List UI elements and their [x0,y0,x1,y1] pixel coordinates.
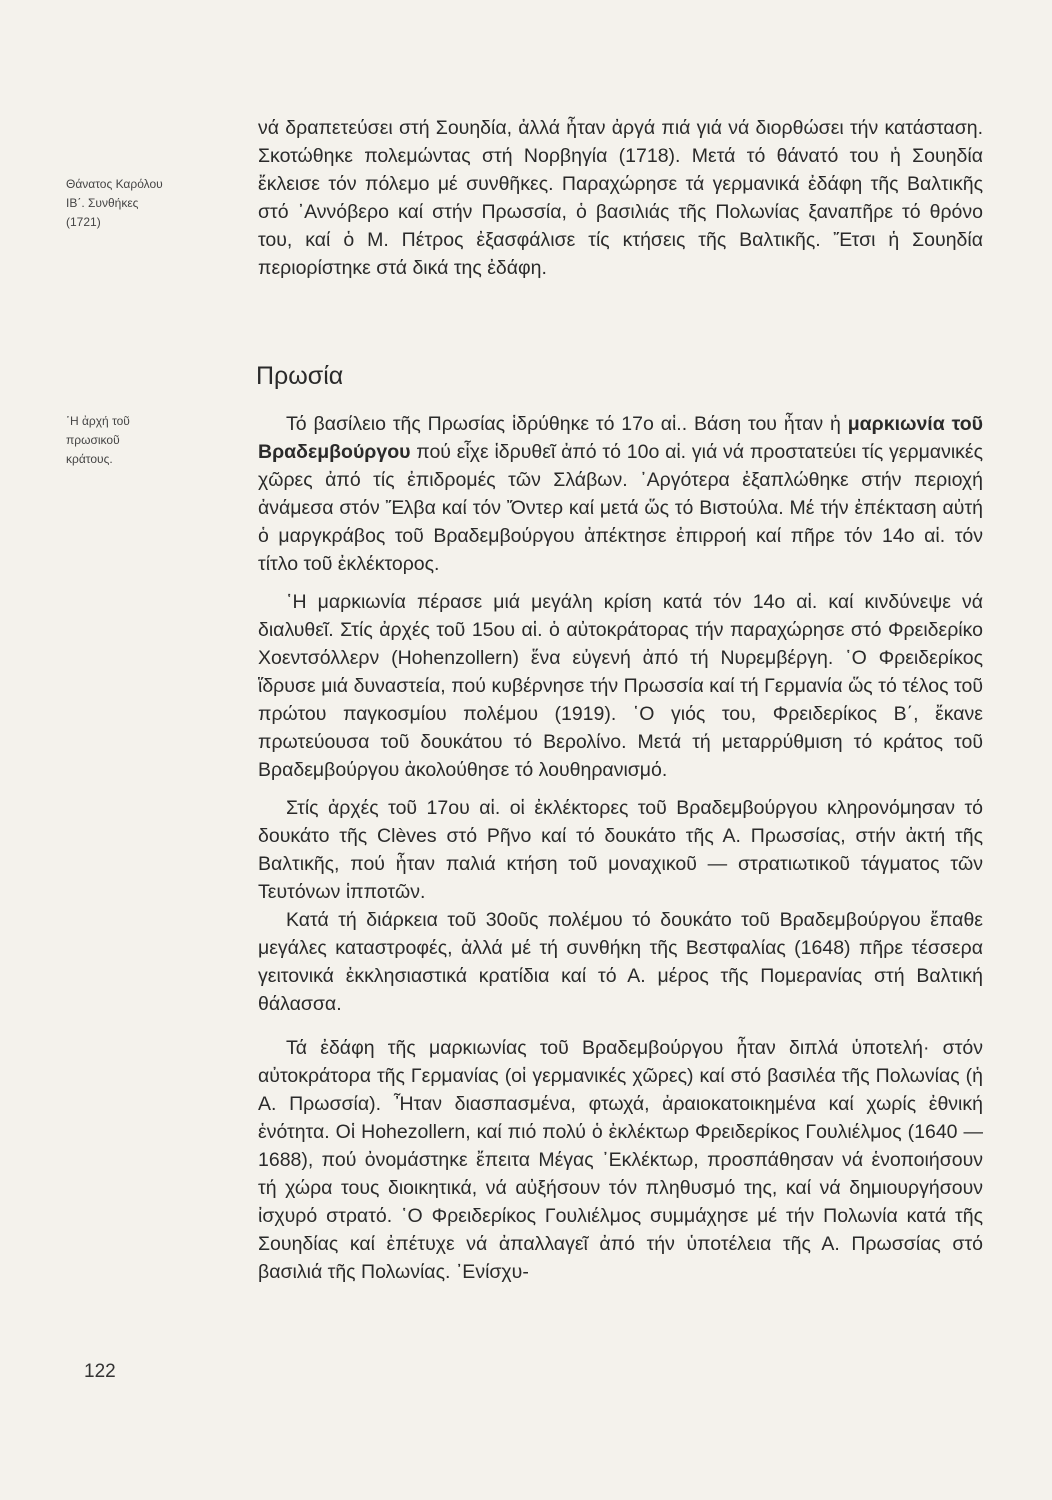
margin-note-line: ῾Η ἀρχή τοῦ [66,414,130,428]
margin-note-prussian-state [66,412,176,469]
intro-paragraph: νά δραπετεύσει στή Σουηδία, ἀλλά ἦταν ἀργά πιά γιά νά διορθώσει τήν κατάσταση. Σκοτώθηκε πολεμώντας στή Νορβηγία (1718). Μετά τό θάνατό του ἡ Σουηδία ἔκλεισε τόν πόλεμο μέ συνθῆκες. Παραχώρησε τά γερμανικά ἐδάφη τῆς Βαλτικῆς στό ᾿Αννόβερο καί στήν Πρωσσία, ὁ βασιλιάς τῆς Πολωνίας ξαναπῆρε τό θρόνο του, καί ὁ Μ. Πέτρος ἐξασφάλισε τίς κτήσεις τῆς Βαλτικῆς. Ἔτσι ἡ Σουηδία περιορίστηκε στά δικά της ἐδάφη. [258,117,983,279]
paragraph-1-end: πού εἶχε ἱδρυθεῖ ἀπό τό 10ο αἱ. γιά νά προστατεύει τίς γερμανικές χῶρες ἀπό τίς ἐπιδρομές τῶν Σλάβων. ᾿Αργότερα ἐξαπλώθηκε στήν περιοχή ἀνάμεσα στόν Ἔλβα καί τόν Ὄντερ καί μετά ὥς τό Βιστούλα. Μέ τήν ἐπέκταση αὐτή ὁ μαργκράβος τοῦ Βραδεμβούργου ἀπέκτησε ἐπιρροή καί πῆρε τόν 14ο αἱ. τόν τίτλο τοῦ ἐκλέκτορος. [258,441,983,575]
paragraph-2: ῾Η μαρκιωνία πέρασε μιά μεγάλη κρίση κατά τόν 14ο αἱ. καί κινδύνεψε νά διαλυθεῖ. Στίς ἀρχές τοῦ 15ου αἱ. ὁ αὐτοκράτορας τήν παραχώρησε στό Φρειδερίκο Χοεντσόλλερν (Hohenzollern) ἕνα εὐγενή ἀπό τή Νυρεμβέργη. ῾Ο Φρειδερίκος ἵδρυσε μιά δυναστεία, πού κυβέρνησε τήν Πρωσσία καί τή Γερμανία ὥς τό τέλος τοῦ πρώτου παγκοσμίου πολέμου (1919). ῾Ο γιός του, Φρειδερίκος Β΄, ἔκανε πρωτεύουσα τοῦ δουκάτου τό Βερολίνο. Μετά τή μεταρρύθμιση τό κράτος τοῦ Βραδεμβούργου ἀκολούθησε τό λουθηρανισμό. [258,591,983,781]
page-number: 122 [84,1361,116,1382]
margin-note-line: Θάνατος Καρόλου [66,177,163,191]
bold-term: μαρκιωνία τοῦ Βραδεμβούργου [258,413,984,463]
margin-note-death-of-charles [66,175,176,232]
paragraph-1-start: Τό βασίλειο τῆς Πρωσίας ἱδρύθηκε τό 17ο αἱ.. Βάση του ἦταν ἡ [286,413,848,435]
paragraph-4: Κατά τή διάρκεια τοῦ 30οῦς πολέμου τό δουκάτο τοῦ Βραδεμβούργου ἔπαθε μεγάλες καταστροφές, ἀλλά μέ τή συνθήκη τῆς Βεστφαλίας (1648) πῆρε τέσσερα γειτονικά ἐκκλησιαστικά κρατίδια καί τό Α. μέρος τῆς Πομερανίας στή Βαλτική θάλασσα. [258,909,983,1015]
margin-note-line: ΙΒ΄. Συνθήκες [66,196,139,210]
margin-note-line: πρωσικοῦ [66,433,120,447]
paragraph-1 [258,410,983,578]
intro-block [258,114,983,282]
paragraph-5: Τά ἐδάφη τῆς μαρκιωνίας τοῦ Βραδεμβούργου ἦταν διπλά ὑποτελή· στόν αὐτοκράτορα τῆς Γερμανίας (οἱ γερμανικές χῶρες) καί στό βασιλέα τῆς Πολωνίας (ἡ Α. Πρωσσία). Ἦταν διασπασμένα, φτωχά, ἀραιοκατοικημένα καί χωρίς ἐθνική ἑνότητα. Οἱ Hohezollern, καί πιό πολύ ὁ ἐκλέκτωρ Φρειδερίκος Γουλιέλμος (1640 — 1688), πού ὀνομάστηκε ἔπειτα Μέγας ᾿Εκλέκτωρ, προσπάθησαν νά ἑνοποιήσουν τή χώρα τους διοικητικά, νά αὐξήσουν τόν πληθυσμό της, καί νά δημιουργήσουν ἰσχυρό στρατό. ῾Ο Φρειδερίκος Γουλιέλμος συμμάχησε μέ τήν Πολωνία κατά τῆς Σουηδίας καί ἐπέτυχε νά ἀπαλλαγεῖ ἀπό τήν ὑποτέλεια τῆς Α. Πρωσσίας στό βασιλιά τῆς Πολωνίας. ᾿Ενίσχυ- [258,1037,983,1283]
section-heading: Πρωσία [256,362,344,390]
margin-note-line: κράτους. [66,452,113,466]
main-text [258,410,983,1286]
paragraph-3: Στίς ἀρχές τοῦ 17ου αἱ. οἱ ἐκλέκτορες τοῦ Βραδεμβούργου κληρονόμησαν τό δουκάτο τῆς Clèves στό Ρῆνο καί τό δουκάτο τῆς Α. Πρωσσίας, στήν ἀκτή τῆς Βαλτικῆς, πού ἦταν παλιά κτήση τοῦ μοναχικοῦ — στρατιωτικοῦ τάγματος τῶν Τευτόνων ἱπποτῶν. [258,797,983,903]
margin-note-line: (1721) [66,215,101,229]
